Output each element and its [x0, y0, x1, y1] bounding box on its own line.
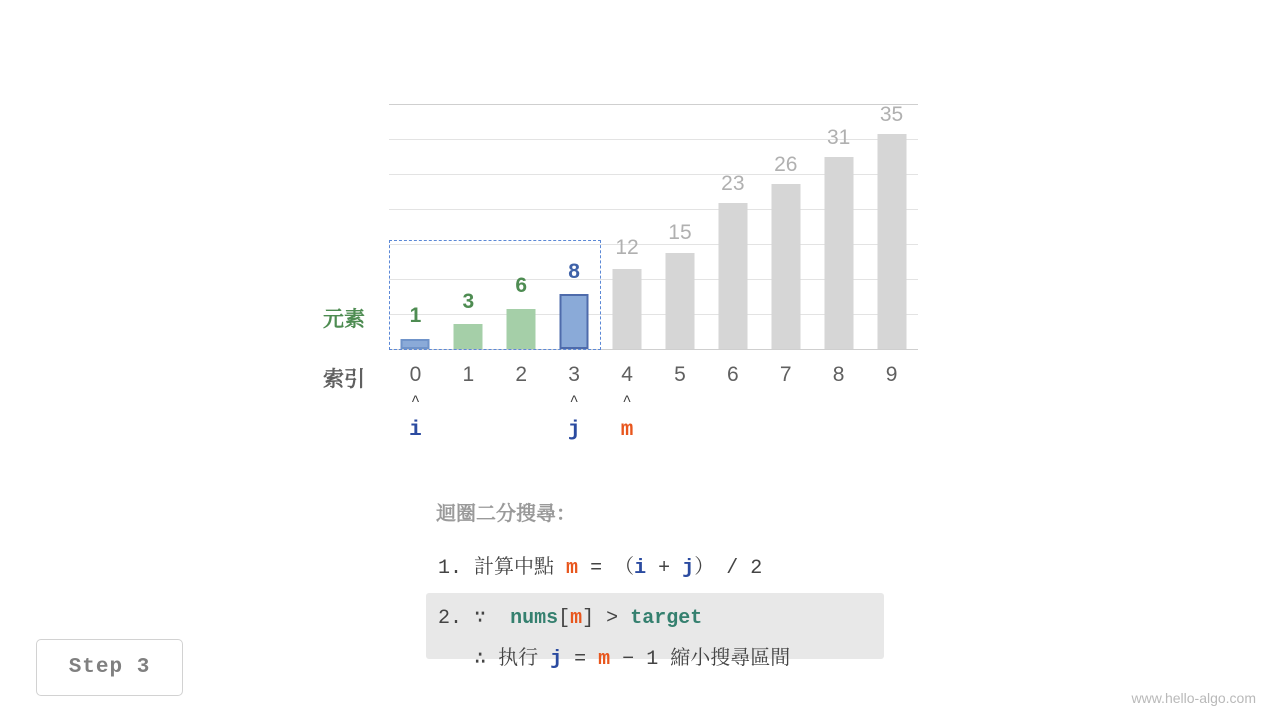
step-2-bracket-open: [	[558, 607, 571, 630]
step-2-bracket-close: ]	[582, 607, 595, 630]
step-2-one: 1	[646, 648, 659, 671]
bar-slot	[706, 104, 759, 349]
therefore-symbol: ∴	[474, 648, 487, 671]
step-1-number: 1.	[438, 557, 463, 580]
step-2-exec: 执行	[498, 648, 539, 671]
step-1-var-m: m	[566, 557, 579, 580]
bar-value-7: 26	[774, 153, 798, 176]
watermark: www.hello-algo.com	[1131, 690, 1256, 706]
step-1-var-i: i	[634, 557, 647, 580]
pointer-layer	[389, 393, 918, 453]
step-2-target: target	[630, 607, 703, 630]
step-2-minus: −	[622, 648, 635, 671]
caret-icon-m: ^	[622, 393, 632, 410]
bar-value-2: 6	[515, 274, 528, 297]
index-cell-1: 1	[462, 363, 475, 386]
bar-value-5: 15	[668, 221, 692, 244]
row-label-index: 索引	[323, 368, 365, 391]
index-cell-2: 2	[515, 363, 528, 386]
bar-value-9: 35	[879, 103, 904, 126]
bar-6	[718, 203, 747, 349]
bar-4	[613, 269, 642, 349]
bar-9	[877, 134, 906, 349]
step-1-prefix: 計算中點	[474, 557, 555, 580]
step-1-var-j: j	[682, 557, 695, 580]
caption-title: 迴圈二分搜尋：	[436, 503, 576, 525]
step-2-line-b	[438, 641, 790, 671]
step-2-gt: >	[606, 607, 619, 630]
bar-value-1: 3	[462, 290, 475, 313]
step-1-line	[438, 550, 762, 580]
pointer-label-i: i	[409, 419, 422, 442]
bar-slot	[601, 104, 654, 349]
index-cell-8: 8	[832, 363, 845, 386]
index-cell-7: 7	[779, 363, 792, 386]
step-badge: Step 3	[36, 639, 183, 696]
bar-slot	[865, 104, 918, 349]
caret-icon-i: ^	[410, 393, 420, 410]
bar-slot	[759, 104, 812, 349]
search-interval-box	[389, 240, 601, 350]
bar-8	[824, 157, 853, 349]
step-2-eq: =	[574, 648, 587, 671]
because-symbol: ∵	[474, 607, 487, 630]
step-2-line-a	[438, 604, 702, 630]
bar-5	[665, 253, 694, 349]
step-2-var-m: m	[570, 607, 583, 630]
index-cell-4: 4	[621, 363, 633, 386]
step-2-var-m2: m	[598, 648, 611, 671]
step-2-var-j: j	[550, 648, 563, 671]
caret-icon-j: ^	[569, 393, 579, 410]
index-cell-3: 3	[568, 363, 580, 386]
bar-7	[771, 184, 800, 349]
step-2-tail: 縮小搜尋區間	[670, 648, 791, 671]
step-1-plus: +	[658, 557, 671, 580]
step-2-nums: nums	[510, 607, 559, 630]
index-row	[389, 363, 918, 389]
bar-value-8: 31	[826, 126, 851, 149]
bar-value-4: 12	[615, 236, 639, 259]
bar-value-6: 23	[721, 172, 745, 195]
pointer-label-j: j	[567, 419, 581, 442]
index-cell-9: 9	[885, 363, 898, 386]
index-cell-5: 5	[674, 363, 686, 386]
row-label-elements: 元素	[323, 308, 365, 331]
step-1-eq: =	[590, 557, 603, 580]
step-1-div: / 2	[726, 557, 763, 580]
bar-value-0: 1	[409, 304, 422, 327]
bar-value-3: 8	[568, 260, 580, 283]
pointer-label-m: m	[620, 419, 634, 442]
step-2-number: 2.	[438, 607, 463, 630]
step-1-paren-open: （	[614, 557, 635, 580]
index-cell-6: 6	[726, 363, 739, 386]
step-1-paren-close: ）	[694, 557, 715, 580]
index-cell-0: 0	[409, 363, 422, 386]
